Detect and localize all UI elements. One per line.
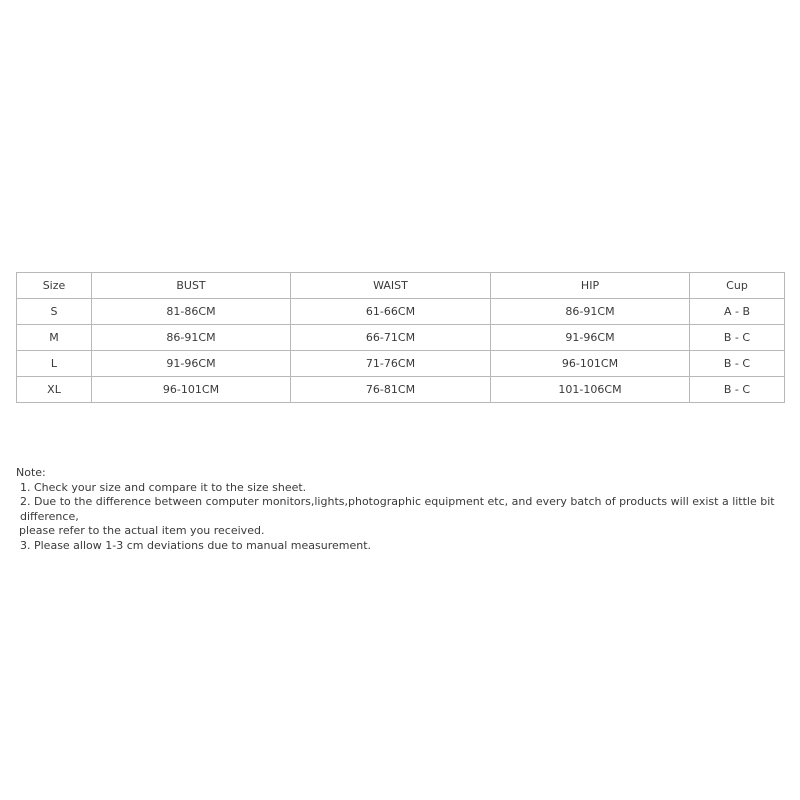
cell-hip: 91-96CM (491, 325, 690, 351)
cell-bust: 91-96CM (92, 351, 291, 377)
cell-cup: B - C (690, 325, 785, 351)
cell-waist: 71-76CM (291, 351, 491, 377)
size-note (16, 466, 791, 553)
header-cup: Cup (690, 273, 785, 299)
header-bust: BUST (92, 273, 291, 299)
note-line-2-continued: please refer to the actual item you received. (19, 524, 265, 537)
table-header-row (17, 273, 785, 299)
table-row (17, 377, 785, 403)
cell-size: XL (17, 377, 92, 403)
cell-cup: B - C (690, 351, 785, 377)
cell-size: S (17, 299, 92, 325)
table-row (17, 351, 785, 377)
size-chart-table (16, 272, 785, 403)
cell-size: L (17, 351, 92, 377)
note-line-3: 3. Please allow 1-3 cm deviations due to manual measurement. (20, 538, 372, 552)
cell-bust: 81-86CM (92, 299, 291, 325)
cell-hip: 101-106CM (491, 377, 690, 403)
header-hip: HIP (491, 273, 690, 299)
cell-size: M (17, 325, 92, 351)
note-line-1: 1. Check your size and compare it to the size sheet. (20, 480, 307, 494)
cell-cup: A - B (690, 299, 785, 325)
cell-bust: 86-91CM (92, 325, 291, 351)
cell-waist: 66-71CM (291, 325, 491, 351)
table-row (17, 325, 785, 351)
cell-hip: 96-101CM (491, 351, 690, 377)
header-waist: WAIST (291, 273, 491, 299)
table-row (17, 299, 785, 325)
cell-waist: 76-81CM (291, 377, 491, 403)
note-line-2: 2. Due to the difference between computer monitors,lights,photographic equipment etc, and every batch of products will exist a little bit difference, (20, 495, 775, 523)
header-size: Size (17, 273, 92, 299)
cell-bust: 96-101CM (92, 377, 291, 403)
note-title: Note: (16, 466, 46, 479)
cell-waist: 61-66CM (291, 299, 491, 325)
cell-hip: 86-91CM (491, 299, 690, 325)
cell-cup: B - C (690, 377, 785, 403)
